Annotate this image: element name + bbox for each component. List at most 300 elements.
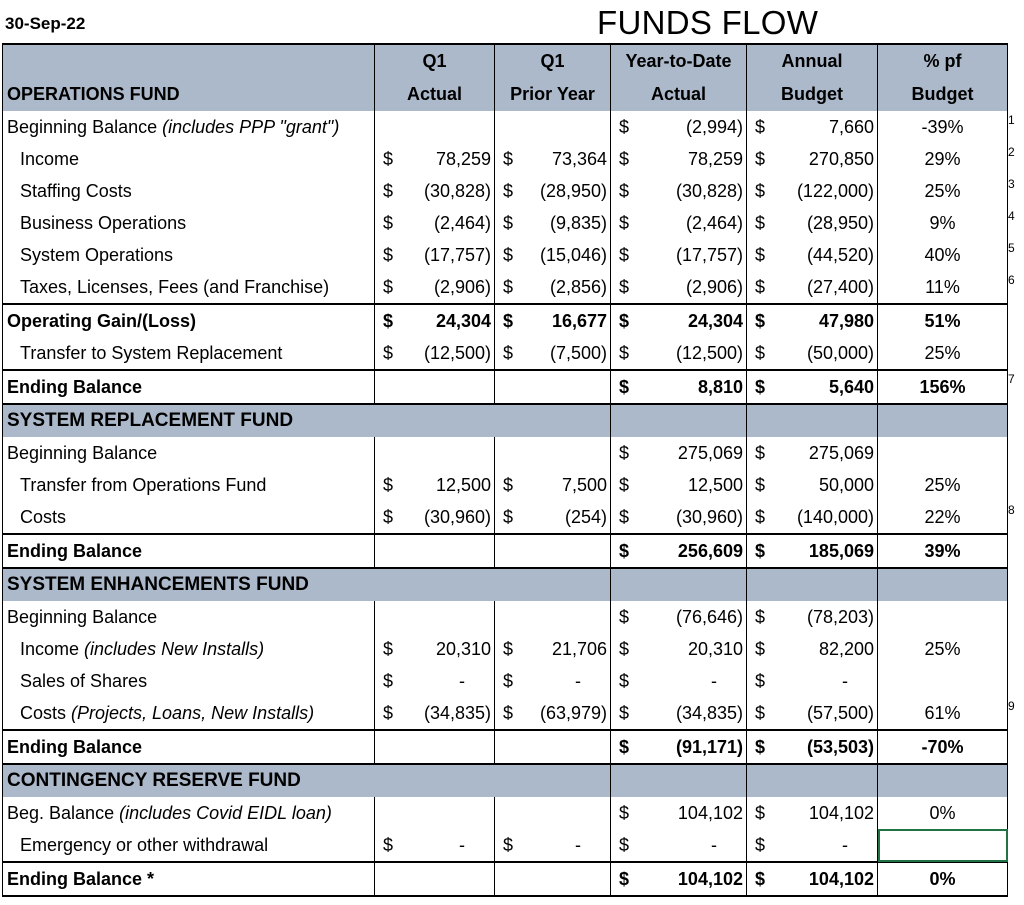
- footnote-marker: 2: [1008, 145, 1015, 159]
- currency-value: [495, 245, 610, 266]
- q1-actual-cell[interactable]: [375, 534, 495, 568]
- annual-budget-cell[interactable]: [747, 534, 878, 568]
- currency-symbol: $: [755, 474, 766, 495]
- table-row: [3, 469, 1008, 501]
- currency-value: [375, 639, 494, 660]
- currency-symbol: $: [755, 506, 766, 527]
- section-header-row: [3, 404, 1008, 437]
- q1-prior-year-cell[interactable]: [495, 111, 611, 143]
- row-label[interactable]: [3, 601, 375, 633]
- currency-value: [495, 343, 610, 364]
- row-label[interactable]: [3, 175, 375, 207]
- currency-symbol: $: [619, 638, 630, 659]
- q1-actual-cell[interactable]: [375, 143, 495, 175]
- currency-symbol: $: [383, 670, 394, 691]
- amount: -: [842, 834, 848, 855]
- ytd-actual-cell[interactable]: [611, 271, 747, 304]
- currency-value: [747, 181, 877, 202]
- column-header[interactable]: Q1: [375, 44, 495, 78]
- amount: 50,000: [818, 474, 874, 495]
- ytd-actual-cell[interactable]: [611, 111, 747, 143]
- row-label[interactable]: [3, 665, 375, 697]
- amount: 12,500: [687, 474, 743, 495]
- section-title[interactable]: CONTINGENCY RESERVE FUND: [3, 764, 611, 797]
- ytd-actual-cell[interactable]: [611, 697, 747, 730]
- column-header[interactable]: Budget: [747, 78, 878, 111]
- percent-of-budget-cell[interactable]: 29%: [878, 143, 1008, 175]
- amount: 21,706: [551, 638, 607, 659]
- currency-symbol: $: [383, 212, 394, 233]
- table-row: [3, 175, 1008, 207]
- percent-of-budget-cell[interactable]: 25%: [878, 633, 1008, 665]
- currency-value: [611, 181, 746, 202]
- row-label[interactable]: [3, 207, 375, 239]
- q1-prior-year-cell[interactable]: [495, 534, 611, 568]
- fund-title-cell[interactable]: OPERATIONS FUND: [3, 78, 375, 111]
- percent-of-budget-cell[interactable]: -70%: [878, 730, 1008, 764]
- ytd-actual-cell[interactable]: [611, 143, 747, 175]
- annual-budget-cell[interactable]: [747, 143, 878, 175]
- currency-value: [495, 671, 610, 692]
- ytd-actual-cell[interactable]: [611, 862, 747, 896]
- table-row: [3, 111, 1008, 143]
- row-label[interactable]: [3, 534, 375, 568]
- row-label[interactable]: [3, 862, 375, 896]
- q1-prior-year-cell[interactable]: [495, 501, 611, 534]
- row-label[interactable]: [3, 337, 375, 370]
- currency-value: [747, 869, 877, 890]
- currency-value: [747, 507, 877, 528]
- ytd-actual-cell[interactable]: [611, 829, 747, 862]
- annual-budget-cell[interactable]: [747, 665, 878, 697]
- currency-symbol: $: [755, 244, 766, 265]
- currency-symbol: $: [503, 148, 514, 169]
- empty-cell[interactable]: [878, 404, 1008, 437]
- table-row: [3, 370, 1008, 404]
- percent-of-budget-cell[interactable]: [878, 601, 1008, 633]
- amount: (50,000): [806, 342, 874, 363]
- currency-value: [375, 149, 494, 170]
- row-label[interactable]: [3, 143, 375, 175]
- amount: (122,000): [796, 180, 874, 201]
- funds-flow-table: [2, 43, 1008, 897]
- table-row: [3, 143, 1008, 175]
- q1-actual-cell[interactable]: [375, 207, 495, 239]
- percent-of-budget-cell[interactable]: 61%: [878, 697, 1008, 730]
- currency-value: [611, 277, 746, 298]
- row-label[interactable]: [3, 697, 375, 730]
- column-header[interactable]: Budget: [878, 78, 1008, 111]
- ytd-actual-cell[interactable]: [611, 175, 747, 207]
- amount: 7,660: [828, 116, 874, 137]
- ytd-actual-cell[interactable]: [611, 239, 747, 271]
- currency-value: [747, 149, 877, 170]
- amount: (91,171): [675, 736, 743, 757]
- row-label-text: Transfer to System Replacement: [20, 342, 283, 363]
- row-label[interactable]: [3, 304, 375, 337]
- q1-actual-cell[interactable]: [375, 730, 495, 764]
- currency-value: [611, 639, 746, 660]
- amount: (34,835): [423, 702, 491, 723]
- q1-prior-year-cell[interactable]: [495, 207, 611, 239]
- row-label-text: Operating Gain/(Loss): [7, 310, 197, 331]
- row-label-text: Transfer from Operations Fund: [20, 474, 267, 495]
- amount: (254): [564, 506, 607, 527]
- percent-of-budget-cell[interactable]: 11%: [878, 271, 1008, 304]
- row-label-text: Income: [20, 148, 80, 169]
- row-label-text: Taxes, Licenses, Fees (and Franchise): [20, 276, 330, 297]
- amount: (17,757): [423, 244, 491, 265]
- q1-prior-year-cell[interactable]: [495, 370, 611, 404]
- currency-symbol: $: [755, 540, 766, 561]
- ytd-actual-cell[interactable]: [611, 207, 747, 239]
- annual-budget-cell[interactable]: [747, 370, 878, 404]
- fund-title-cell[interactable]: [3, 44, 375, 78]
- amount: 104,102: [677, 802, 743, 823]
- table-row: [3, 337, 1008, 370]
- footnote-marker: 8: [1008, 503, 1015, 517]
- column-header[interactable]: Actual: [611, 78, 747, 111]
- percent-of-budget-cell[interactable]: -39%: [878, 111, 1008, 143]
- section-title[interactable]: SYSTEM REPLACEMENT FUND: [3, 404, 611, 437]
- percent-of-budget-cell[interactable]: [878, 437, 1008, 469]
- ytd-actual-cell[interactable]: [611, 534, 747, 568]
- currency-value: [495, 639, 610, 660]
- row-label[interactable]: [3, 111, 375, 143]
- q1-prior-year-cell[interactable]: [495, 437, 611, 469]
- amount: 185,069: [808, 540, 874, 561]
- q1-actual-cell[interactable]: [375, 239, 495, 271]
- section-title[interactable]: SYSTEM ENHANCEMENTS FUND: [3, 568, 611, 601]
- q1-actual-cell[interactable]: [375, 601, 495, 633]
- annual-budget-cell[interactable]: [747, 469, 878, 501]
- row-label-text: Beg. Balance: [7, 802, 120, 823]
- q1-prior-year-cell[interactable]: [495, 304, 611, 337]
- amount: (12,500): [423, 342, 491, 363]
- currency-symbol: $: [755, 638, 766, 659]
- percent-of-budget-cell[interactable]: 22%: [878, 501, 1008, 534]
- percent-of-budget-cell[interactable]: 25%: [878, 337, 1008, 370]
- currency-value: [611, 703, 746, 724]
- annual-budget-cell[interactable]: [747, 207, 878, 239]
- amount: (78,203): [806, 606, 874, 627]
- q1-prior-year-cell[interactable]: [495, 239, 611, 271]
- percent-of-budget-cell[interactable]: 0%: [878, 862, 1008, 896]
- currency-symbol: $: [619, 670, 630, 691]
- q1-actual-cell[interactable]: [375, 633, 495, 665]
- ytd-actual-cell[interactable]: [611, 370, 747, 404]
- empty-cell[interactable]: [747, 404, 878, 437]
- currency-value: [495, 311, 610, 332]
- q1-prior-year-cell[interactable]: [495, 601, 611, 633]
- currency-symbol: $: [383, 342, 394, 363]
- currency-symbol: $: [755, 868, 766, 889]
- annual-budget-cell[interactable]: [747, 239, 878, 271]
- row-label[interactable]: [3, 271, 375, 304]
- row-label-note: (includes PPP "grant"): [162, 116, 340, 137]
- amount: 275,069: [808, 442, 874, 463]
- amount: -: [711, 670, 717, 691]
- table-row: [3, 601, 1008, 633]
- amount: (57,500): [806, 702, 874, 723]
- column-header[interactable]: Q1: [495, 44, 611, 78]
- currency-symbol: $: [383, 834, 394, 855]
- amount: (2,906): [433, 276, 491, 297]
- ytd-actual-cell[interactable]: [611, 501, 747, 534]
- q1-prior-year-cell[interactable]: [495, 829, 611, 862]
- currency-symbol: $: [619, 180, 630, 201]
- q1-actual-cell[interactable]: [375, 437, 495, 469]
- currency-value: [747, 311, 877, 332]
- annual-budget-cell[interactable]: [747, 175, 878, 207]
- q1-actual-cell[interactable]: [375, 370, 495, 404]
- percent-of-budget-cell[interactable]: 25%: [878, 175, 1008, 207]
- currency-symbol: $: [619, 802, 630, 823]
- header-row: [3, 44, 1008, 78]
- table-row: [3, 730, 1008, 764]
- currency-symbol: $: [755, 310, 766, 331]
- annual-budget-cell[interactable]: [747, 697, 878, 730]
- currency-symbol: $: [619, 212, 630, 233]
- annual-budget-cell[interactable]: [747, 633, 878, 665]
- empty-cell[interactable]: [747, 764, 878, 797]
- amount: (2,994): [685, 116, 743, 137]
- row-label-text: Ending Balance: [7, 736, 143, 757]
- row-label[interactable]: [3, 829, 375, 862]
- currency-value: [495, 703, 610, 724]
- percent-of-budget-cell[interactable]: 0%: [878, 797, 1008, 829]
- percent-of-budget-cell[interactable]: [878, 829, 1008, 862]
- amount: (2,856): [549, 276, 607, 297]
- amount: (2,464): [433, 212, 491, 233]
- amount: 270,850: [808, 148, 874, 169]
- ytd-actual-cell[interactable]: [611, 337, 747, 370]
- amount: (17,757): [675, 244, 743, 265]
- currency-value: [611, 343, 746, 364]
- amount: (7,500): [549, 342, 607, 363]
- q1-actual-cell[interactable]: [375, 337, 495, 370]
- amount: 8,810: [697, 376, 743, 397]
- q1-actual-cell[interactable]: [375, 271, 495, 304]
- row-label-text: Income: [20, 638, 85, 659]
- q1-actual-cell[interactable]: [375, 469, 495, 501]
- amount: (140,000): [796, 506, 874, 527]
- q1-prior-year-cell[interactable]: [495, 730, 611, 764]
- q1-prior-year-cell[interactable]: [495, 143, 611, 175]
- amount: 12,500: [435, 474, 491, 495]
- amount: -: [575, 834, 581, 855]
- annual-budget-cell[interactable]: [747, 271, 878, 304]
- annual-budget-cell[interactable]: [747, 304, 878, 337]
- ytd-actual-cell[interactable]: [611, 469, 747, 501]
- amount: (2,464): [685, 212, 743, 233]
- column-header[interactable]: Actual: [375, 78, 495, 111]
- amount: -: [575, 670, 581, 691]
- currency-symbol: $: [503, 638, 514, 659]
- currency-value: [747, 737, 877, 758]
- currency-symbol: $: [383, 310, 394, 331]
- annual-budget-cell[interactable]: [747, 337, 878, 370]
- currency-value: [747, 213, 877, 234]
- percent-of-budget-cell[interactable]: 39%: [878, 534, 1008, 568]
- currency-value: [611, 541, 746, 562]
- column-header[interactable]: Year-to-Date: [611, 44, 747, 78]
- q1-prior-year-cell[interactable]: [495, 175, 611, 207]
- amount: (2,906): [685, 276, 743, 297]
- q1-actual-cell[interactable]: [375, 665, 495, 697]
- row-label-text: Ending Balance: [7, 376, 143, 397]
- amount: (30,828): [675, 180, 743, 201]
- q1-prior-year-cell[interactable]: [495, 862, 611, 896]
- ytd-actual-cell[interactable]: [611, 437, 747, 469]
- row-label[interactable]: [3, 730, 375, 764]
- ytd-actual-cell[interactable]: [611, 730, 747, 764]
- footnote-marker: 3: [1008, 177, 1015, 191]
- q1-actual-cell[interactable]: [375, 501, 495, 534]
- currency-value: [747, 703, 877, 724]
- report-date: 30-Sep-22: [5, 14, 86, 33]
- annual-budget-cell[interactable]: [747, 601, 878, 633]
- amount: (76,646): [675, 606, 743, 627]
- table-row: [3, 633, 1008, 665]
- ytd-actual-cell[interactable]: [611, 665, 747, 697]
- q1-actual-cell[interactable]: [375, 797, 495, 829]
- q1-actual-cell[interactable]: [375, 111, 495, 143]
- row-label[interactable]: [3, 797, 375, 829]
- empty-cell[interactable]: [611, 404, 747, 437]
- currency-symbol: $: [383, 148, 394, 169]
- empty-cell[interactable]: [878, 568, 1008, 601]
- q1-prior-year-cell[interactable]: [495, 271, 611, 304]
- section-header-row: [3, 764, 1008, 797]
- amount: 78,259: [687, 148, 743, 169]
- row-label[interactable]: [3, 437, 375, 469]
- q1-prior-year-cell[interactable]: [495, 697, 611, 730]
- currency-symbol: $: [755, 702, 766, 723]
- currency-symbol: $: [383, 638, 394, 659]
- currency-value: [611, 671, 746, 692]
- annual-budget-cell[interactable]: [747, 829, 878, 862]
- q1-prior-year-cell[interactable]: [495, 633, 611, 665]
- footnote-marker: 5: [1008, 241, 1015, 255]
- ytd-actual-cell[interactable]: [611, 304, 747, 337]
- currency-value: [747, 245, 877, 266]
- row-label-text: Ending Balance *: [7, 868, 155, 889]
- q1-prior-year-cell[interactable]: [495, 337, 611, 370]
- table-row: [3, 271, 1008, 304]
- currency-symbol: $: [619, 506, 630, 527]
- currency-value: [495, 277, 610, 298]
- footnote-marker: 6: [1008, 273, 1015, 287]
- row-label[interactable]: [3, 633, 375, 665]
- currency-symbol: $: [503, 276, 514, 297]
- currency-symbol: $: [619, 244, 630, 265]
- annual-budget-cell[interactable]: [747, 437, 878, 469]
- row-label[interactable]: [3, 239, 375, 271]
- currency-value: [611, 835, 746, 856]
- amount: 24,304: [435, 310, 491, 331]
- amount: -: [842, 670, 848, 691]
- currency-symbol: $: [383, 474, 394, 495]
- row-label[interactable]: [3, 370, 375, 404]
- currency-symbol: $: [619, 868, 630, 889]
- currency-value: [375, 507, 494, 528]
- currency-value: [747, 377, 877, 398]
- row-label[interactable]: [3, 469, 375, 501]
- currency-symbol: $: [755, 212, 766, 233]
- q1-actual-cell[interactable]: [375, 304, 495, 337]
- amount: 20,310: [687, 638, 743, 659]
- amount: -: [459, 834, 465, 855]
- currency-symbol: $: [383, 244, 394, 265]
- annual-budget-cell[interactable]: [747, 730, 878, 764]
- percent-of-budget-cell[interactable]: 156%: [878, 370, 1008, 404]
- currency-value: [495, 475, 610, 496]
- annual-budget-cell[interactable]: [747, 501, 878, 534]
- q1-actual-cell[interactable]: [375, 697, 495, 730]
- table-row: [3, 665, 1008, 697]
- column-header[interactable]: Annual: [747, 44, 878, 78]
- column-header[interactable]: % pf: [878, 44, 1008, 78]
- empty-cell[interactable]: [611, 764, 747, 797]
- percent-of-budget-cell[interactable]: 9%: [878, 207, 1008, 239]
- table-row: [3, 501, 1008, 534]
- currency-symbol: $: [503, 180, 514, 201]
- annual-budget-cell[interactable]: [747, 862, 878, 896]
- q1-actual-cell[interactable]: [375, 862, 495, 896]
- currency-symbol: $: [619, 442, 630, 463]
- currency-symbol: $: [619, 116, 630, 137]
- annual-budget-cell[interactable]: [747, 797, 878, 829]
- currency-value: [375, 277, 494, 298]
- percent-of-budget-cell[interactable]: 51%: [878, 304, 1008, 337]
- currency-symbol: $: [755, 276, 766, 297]
- row-label-text: Beginning Balance: [7, 442, 158, 463]
- empty-cell[interactable]: [611, 568, 747, 601]
- q1-actual-cell[interactable]: [375, 829, 495, 862]
- currency-symbol: $: [619, 474, 630, 495]
- annual-budget-cell[interactable]: [747, 111, 878, 143]
- amount: (9,835): [549, 212, 607, 233]
- report-title: FUNDS FLOW: [597, 4, 819, 41]
- amount: 78,259: [435, 148, 491, 169]
- currency-value: [611, 737, 746, 758]
- amount: (27,400): [806, 276, 874, 297]
- ytd-actual-cell[interactable]: [611, 797, 747, 829]
- ytd-actual-cell[interactable]: [611, 601, 747, 633]
- amount: 24,304: [687, 310, 743, 331]
- currency-value: [611, 869, 746, 890]
- q1-prior-year-cell[interactable]: [495, 797, 611, 829]
- percent-of-budget-cell[interactable]: [878, 665, 1008, 697]
- currency-symbol: $: [619, 540, 630, 561]
- currency-value: [747, 541, 877, 562]
- amount: 82,200: [818, 638, 874, 659]
- row-label[interactable]: [3, 501, 375, 534]
- table-body: [3, 44, 1008, 896]
- column-header[interactable]: Prior Year: [495, 78, 611, 111]
- q1-prior-year-cell[interactable]: [495, 469, 611, 501]
- empty-cell[interactable]: [747, 568, 878, 601]
- q1-prior-year-cell[interactable]: [495, 665, 611, 697]
- q1-actual-cell[interactable]: [375, 175, 495, 207]
- percent-of-budget-cell[interactable]: 25%: [878, 469, 1008, 501]
- table-row: [3, 239, 1008, 271]
- ytd-actual-cell[interactable]: [611, 633, 747, 665]
- percent-of-budget-cell[interactable]: 40%: [878, 239, 1008, 271]
- empty-cell[interactable]: [878, 764, 1008, 797]
- currency-value: [375, 703, 494, 724]
